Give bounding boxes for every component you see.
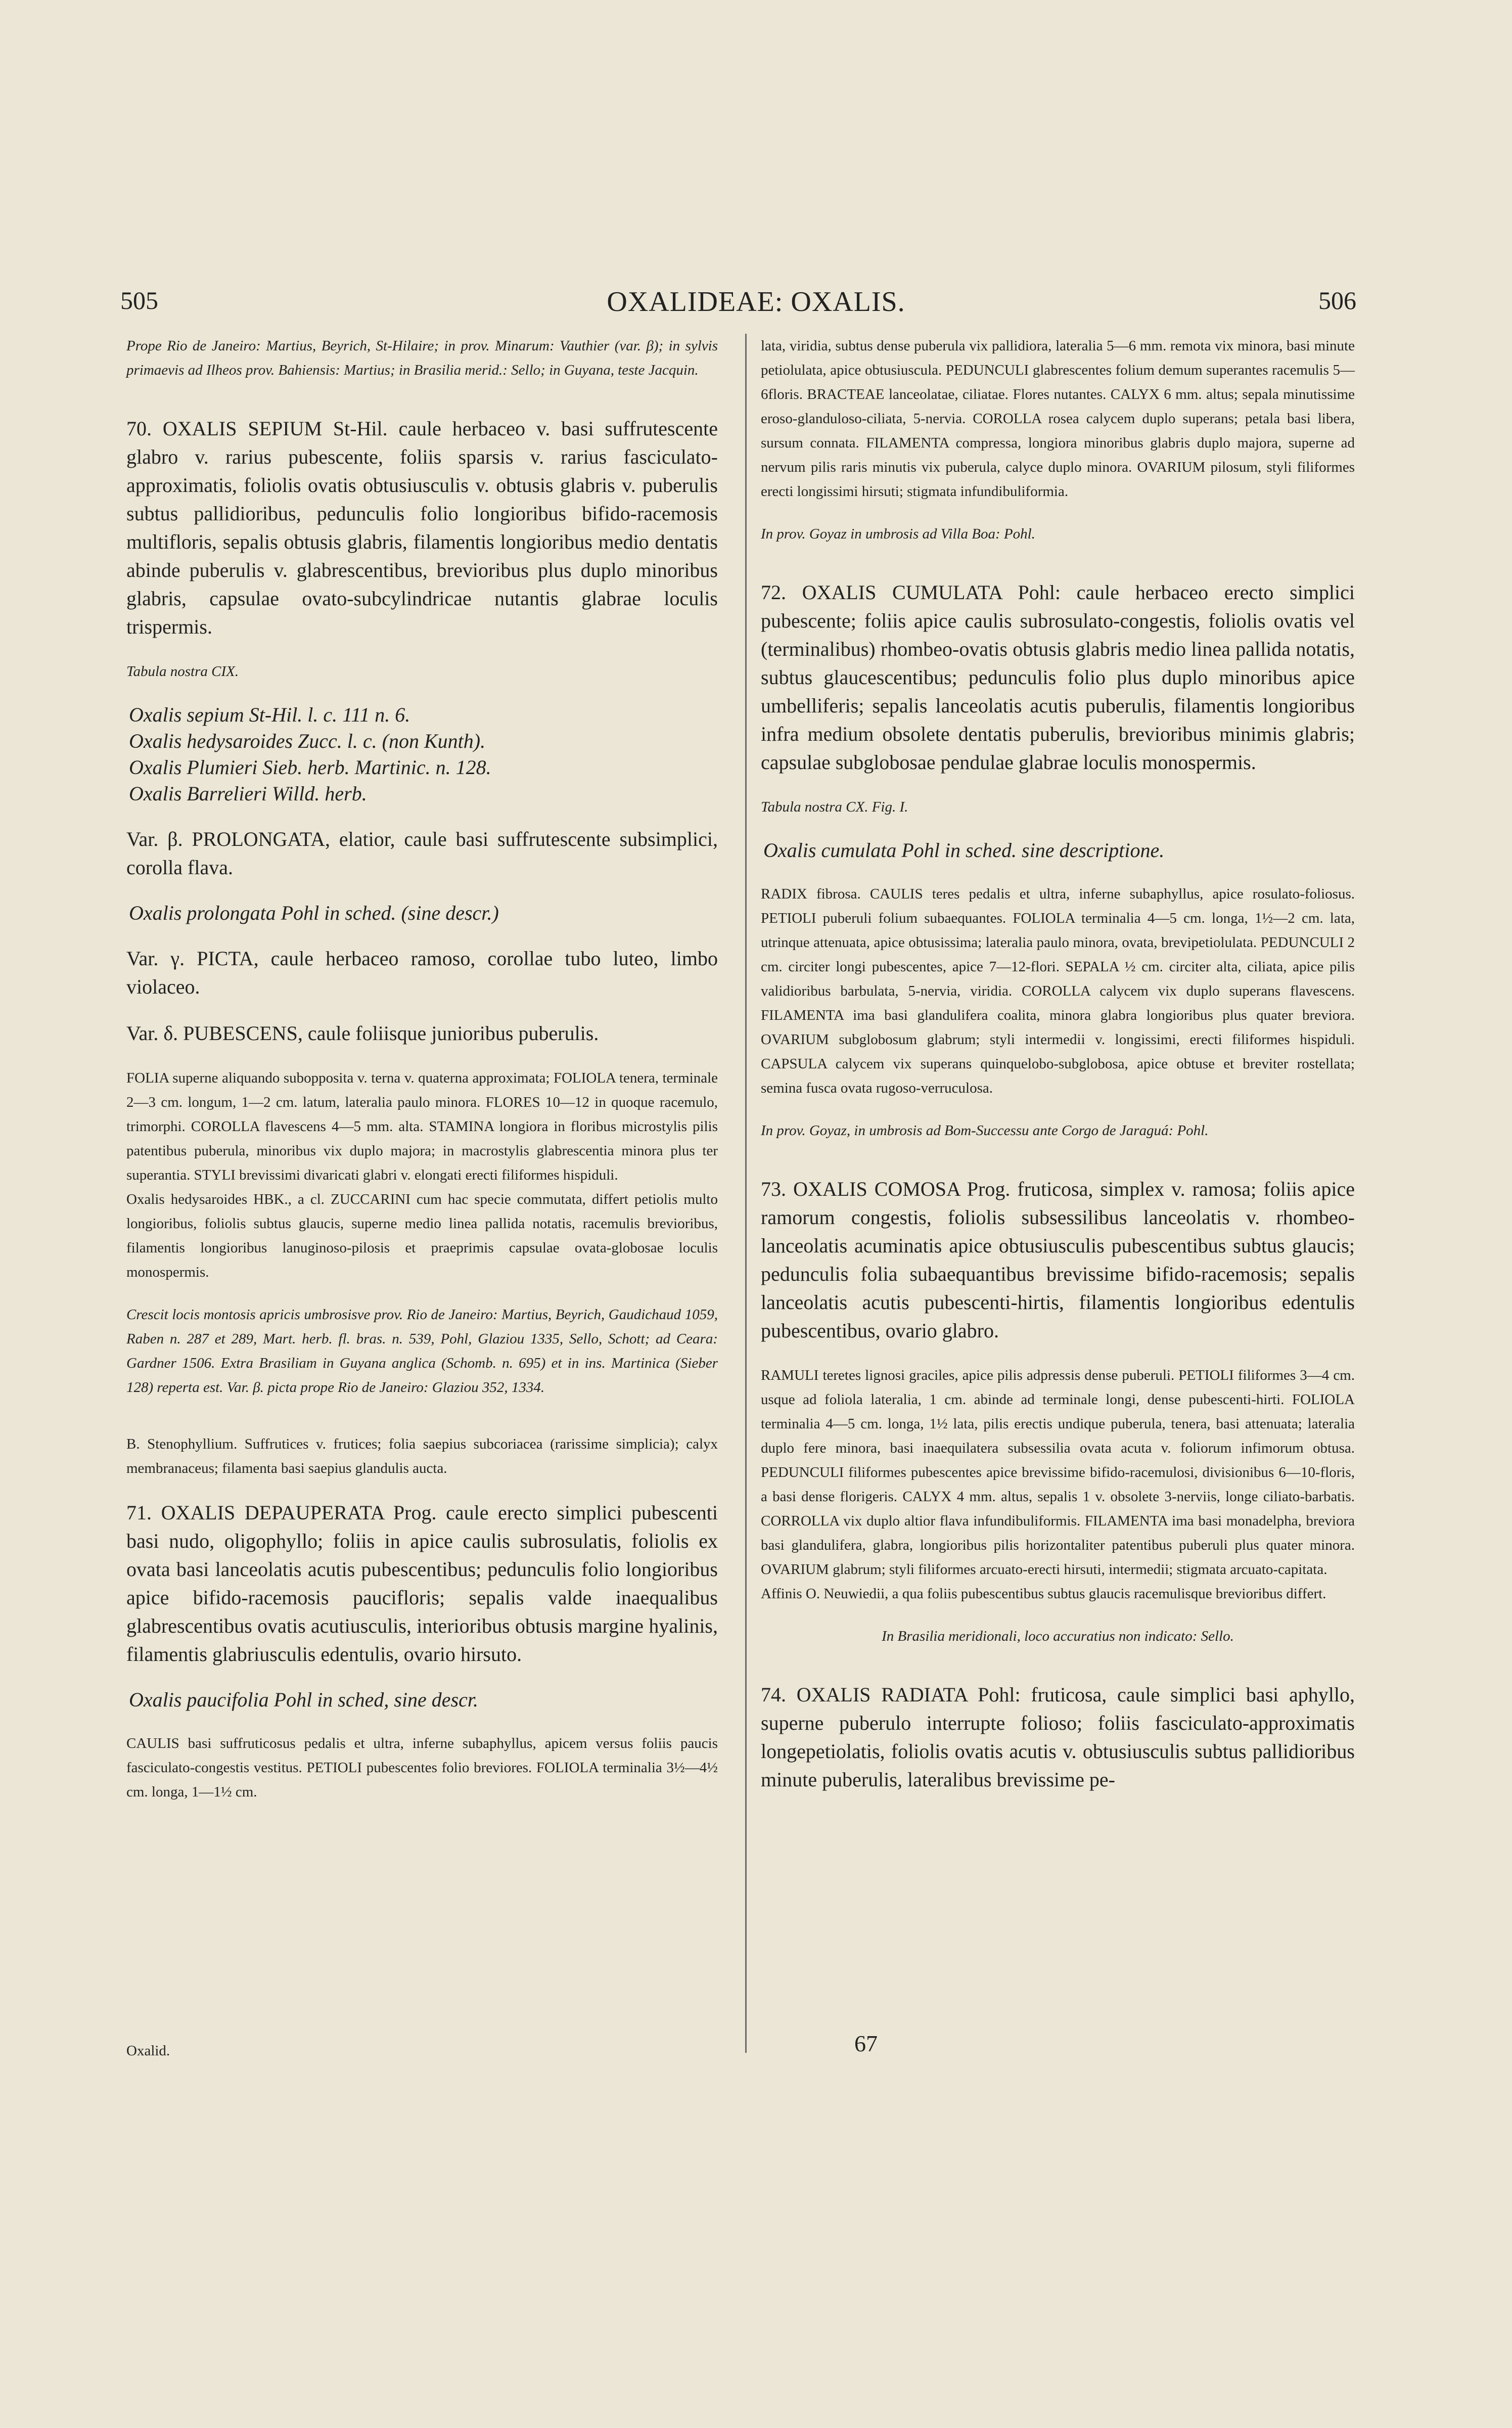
plate-reference: Tabula nostra CX. Fig. I. [761,799,908,815]
left-column [126,334,718,1804]
section-heading: B. Stenophyllium. Suffrutices v. frutices; folia saepius subcoriacea (rarissime simplicia); calyx membranaceus; filamenta basi saepius glandulis aucta. [126,1436,718,1476]
locality-paragraph: In Brasilia meridionali, loco accuratius non indicato: Sello. [882,1628,1234,1644]
locality-paragraph: In prov. Goyaz, in umbrosis ad Bom-Successu ante Corgo de Jaraguá: Pohl. [761,1122,1209,1139]
variety-beta-synonym: Oxalis prolongata Pohl in sched. (sine descr.) [129,902,499,924]
description-paragraph: FOLIA superne aliquando subopposita v. terna v. quaterna approximata; FOLIOLA tenera, terminale 2—3 cm. longum, 1—2 cm. latum, lateralia paulo minora. FLORES 10—12 in quoque racemulo, trimorphi. COROLLA flavescens 4—5 mm. alta. STAMINA longiora in floribus microstylis pilis patentibus puberula, minoribus vix duplo majora; in macrostylis glabrescentia minora plus ter superantia. STYLI brevissimi divaricati glabri v. elongati erecti filiformes hispiduli. [126,1070,718,1183]
species-74-diagnosis: 74. OXALIS RADIATA Pohl: fruticosa, caule simplici basi aphyllo, superne puberulo interrupte folioso; foliis fasciculato-approximatis longepetiolatis, foliolis ovatis acutis v. obtusiusculis subtus pallidioribus minute puberulis, lateralibus brevissime pe- [761,1683,1355,1791]
left-page-number: 505 [120,286,158,314]
running-title: OXALIDEAE: OXALIS. [607,286,905,318]
description-paragraph: CAULIS basi suffruticosus pedalis et ultra, inferne subaphyllus, apicem versus foliis paucis fasciculato-congestis vestitus. PETIOLI pubescentes folio breviores. FOLIOLA terminalia 3½—4½ cm. longa, 1—1½ cm. [126,1735,718,1800]
synonym: Oxalis Plumieri Sieb. herb. Martinic. n. 128. [129,756,491,779]
right-page-number: 506 [1318,286,1356,314]
variety-delta: Var. δ. PUBESCENS, caule foliisque junioribus puberulis. [126,1022,599,1045]
synonym: Oxalis cumulata Pohl in sched. sine descriptione. [763,839,1165,862]
plate-reference: Tabula nostra CIX. [126,663,239,680]
description-paragraph: RAMULI teretes lignosi graciles, apice pilis adpressis dense puberuli. PETIOLI filiformes 3—4 cm. usque ad foliola lateralia, 1 cm. abinde ad terminale longi, dense pubescenti-hirti. FOLIOLA terminalia 4—5 cm. longa, 1½ lata, pilis erectis undique puberula, tenera, basi attenuata; lateralia duplo fere minora, basi inaequilatera subsessilia ovata acuta v. foliorum infimorum obtusa. PEDUNCULI filiformes pubescentes apice brevissime bifido-racemulosi, divisionibus 6—10-floris, a basi dense florigeris. CALYX 4 mm. altus, sepalis 1 v. obsolete 3-nerviis, longe ciliato-barbatis. CORROLLA vix duplo altior flava infundibuliformis. FILAMENTA ima basi monadelpha, breviora basi glandulifera, glabra, longioribus pilis horizontaliter patentibus puberuli plus quater minora. OVARIUM glabrum; styli filiformes arcuato-erecti hirsuti, intermedii; stigmata arcuato-capitata. [761,1367,1355,1578]
species-73-diagnosis: 73. OXALIS COMOSA Prog. fruticosa, simplex v. ramosa; foliis apice ramorum congestis, foliolis subsessilibus lanceolatis v. rhombeo-lanceolatis acuminatis apice obtusiusculis pubescentibus subtus glaucis; pedunculis folia subaequantibus brevissime bifido-racemosis; sepalis lanceolatis acutis pubescenti-hirtis, filamentis longioribus edentulis pubescentibus, ovario glabro. [761,1178,1355,1342]
synonym: Oxalis Barrelieri Willd. herb. [129,782,367,805]
description-paragraph: RADIX fibrosa. CAULIS teres pedalis et ultra, inferne subaphyllus, apice rosulato-foliosus. PETIOLI puberuli folium subaequantes. FOLIOLA terminalia 4—5 cm. longa, 1½—2 cm. lata, utrinque attenuata, apice obtusissima; lateralia paulo minora, ovata, brevipetiolulata. PEDUNCULI 2 cm. circiter longi pubescentes, apice 7—12-flori. SEPALA ½ cm. circiter alta, ciliata, apice pilis validioribus barbulata, 5-nervia, viridia. COROLLA calycem vix duplo superans flavescens. FILAMENTA ima basi glandulifera coalita, minora glabra longioribus plus quater breviora. OVARIUM subglobosum glabrum; styli intermedii v. longissimi, erecti filiformes hispiduli. CAPSULA calycem vix superans quinquelobo-subglobosa, apice obtuse et breviter rostellata; semina fusca ovata rugoso-verruculosa. [761,886,1355,1096]
species-71-diagnosis: 71. OXALIS DEPAUPERATA Prog. caule erecto simplici pubescenti basi nudo, oligophyllo; foliis in apice caulis subrosulatis, foliolis ex ovata basi lanceolatis acutis pubescentibus; pedunculis folio longioribus apice bifido-racemosis paucifloris; sepalis valde inaequalibus glabrescentibus ovatis acutiusculis, interioribus obtusis margine hyalinis, filamentis glabriusculis edentulis, ovario hirsuto. [126,1501,718,1666]
synonym: Oxalis sepium St-Hil. l. c. 111 n. 6. [129,703,410,726]
species-72-diagnosis: 72. OXALIS CUMULATA Pohl: caule herbaceo erecto simplici pubescente; foliis apice caulis subrosulato-congestis, foliolis ovatis vel (terminalibus) rhombeo-ovatis obtusis glabris medio linea pallida notatis, subtus glaucescentibus; pedunculis folio plus duplo minoribus apice umbelliferis; sepalis lanceolatis acutis puberulis, filamentis longioribus infra medium obsolete dentatis puberulis, brevioribus minimis glabris; capsulae subglobosae pendulae glabrae loculis monospermis. [761,581,1355,774]
locality-paragraph: Crescit locis montosis apricis umbrosisve prov. Rio de Janeiro: Martius, Beyrich, Gaudichaud 1059, Raben n. 287 et 289, Mart. herb. fl. bras. n. 539, Pohl, Glaziou 1335, Sello, Schott; ad Ceara: Gardner 1506. Extra Brasiliam in Guyana anglica (Schomb. n. 695) et in ins. Martinica (Sieber 128) reperta est. Var. β. picta prope Rio de Janeiro: Glaziou 352, 1334. [126,1307,718,1396]
synonym: Oxalis paucifolia Pohl in sched, sine descr. [129,1688,479,1711]
comparison-paragraph: Affinis O. Neuwiedii, a qua foliis pubescentibus subtus glaucis racemulisque brevioribus differt. [761,1586,1326,1602]
comparison-paragraph: Oxalis hedysaroides HBK., a cl. ZUCCARINI cum hac specie commutata, differt petiolis multo longioribus, foliolis subtus glaucis, superne medio linea pallida notatis, racemulis brevioribus, filamentis longioribus lanuginoso-pilosis et praeprimis capsulae ovata-globosae loculis monospermis. [126,1191,718,1280]
column-divider [745,334,747,2053]
sheet-number: 67 [854,2031,878,2056]
description-paragraph: lata, viridia, subtus dense puberula vix pallidiora, lateralia 5—6 mm. remota vix minora, basi minute petiolulata, apice obtusiuscula. PEDUNCULI glabrescentes folium demum superantes racemulis 5—6floris. BRACTEAE lanceolatae, ciliatae. Flores nutantes. CALYX 6 mm. altus; sepala minutissime eroso-glanduloso-ciliata, 5-nervia. COROLLA rosea calycem duplo superans; petala basi libera, sursum connata. FILAMENTA compressa, longiora minoribus glabris duplo majora, superne ad nervum pilis raris minutis vix puberula, calyce duplo minora. OVARIUM pilosum, styli filiformes erecti longissimi hirsuti; stigmata infundibuliformia. [761,338,1355,500]
right-column [761,334,1355,1794]
locality-paragraph: Prope Rio de Janeiro: Martius, Beyrich, St-Hilaire; in prov. Minarum: Vauthier (var. β); in sylvis primaevis ad Ilheos prov. Bahiensis: Martius; in Brasilia merid.: Sello; in Guyana, teste Jacquin. [126,338,718,378]
locality-paragraph: In prov. Goyaz in umbrosis ad Villa Boa: Pohl. [761,526,1035,542]
variety-gamma: Var. γ. PICTA, caule herbaceo ramoso, corollae tubo luteo, limbo violaceo. [126,947,718,998]
synonym: Oxalis hedysaroides Zucc. l. c. (non Kunth). [129,730,486,752]
signature-mark: Oxalid. [126,2043,170,2059]
variety-beta: Var. β. PROLONGATA, elatior, caule basi suffrutescente subsimplici, corolla flava. [126,828,718,879]
species-70-diagnosis: 70. OXALIS SEPIUM St-Hil. caule herbaceo v. basi suffrutescente glabro v. rarius pubescente, foliis sparsis v. rarius fasciculato-approximatis, foliolis ovatis obtusiusculis v. obtusis glabris v. puberulis subtus pallidioribus, pedunculis folio longioribus bifido-racemosis multifloris, sepalis obtusis glabris, filamentis longioribus medio dentatis abinde puberulis v. glabrescentibus, brevioribus plus duplo minoribus glabris, capsulae ovato-subcylindricae nutantis glabrae loculis trispermis. [126,417,718,638]
